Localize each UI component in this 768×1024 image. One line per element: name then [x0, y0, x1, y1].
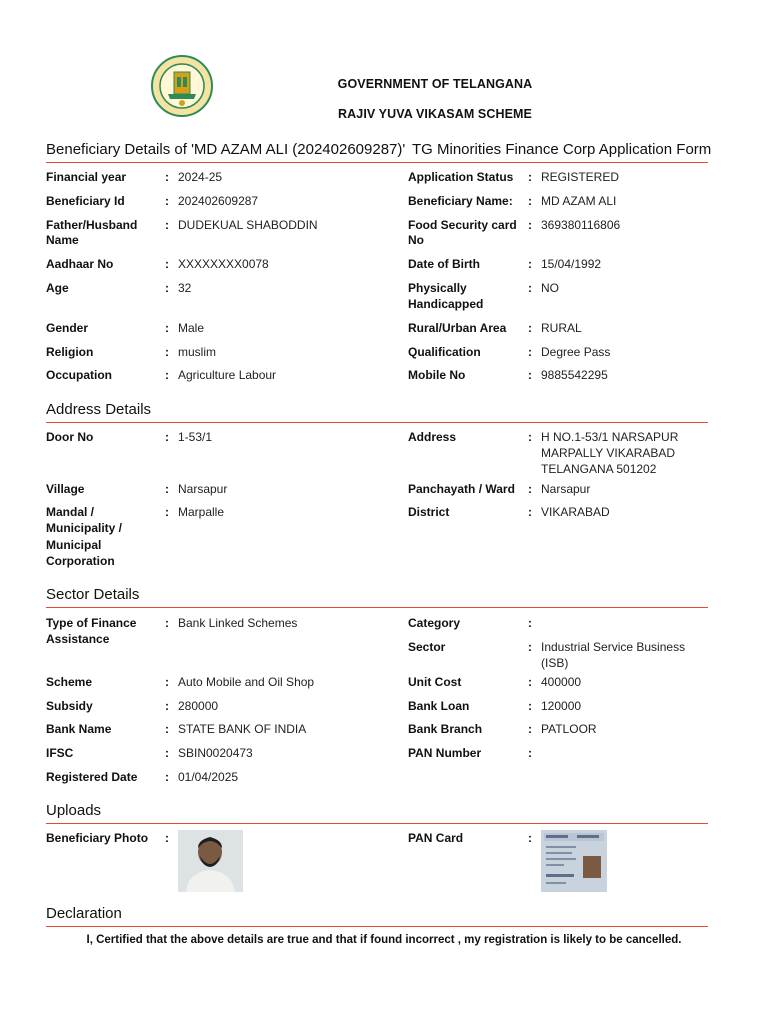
mandal-label-line1: Mandal / — [46, 505, 95, 519]
age-value: 32 — [178, 281, 192, 295]
photo-label: Beneficiary Photo — [46, 831, 149, 845]
mandal-value: Marpalle — [178, 505, 225, 519]
colon: : — [528, 640, 532, 654]
address-line3: TELANGANA 501202 — [541, 462, 657, 476]
mobile-value: 9885542295 — [541, 368, 608, 382]
bank-name-value: STATE BANK OF INDIA — [178, 722, 307, 736]
bank-loan-value: 120000 — [541, 699, 582, 713]
scheme-label: Scheme — [46, 675, 93, 689]
colon: : — [165, 218, 169, 232]
qualification-value: Degree Pass — [541, 345, 611, 359]
subsidy-value: 280000 — [178, 699, 219, 713]
rural-urban-label: Rural/Urban Area — [408, 321, 507, 335]
mandal-label-line4: Corporation — [46, 554, 115, 568]
handicapped-label-line1: Physically — [408, 281, 467, 295]
sector-value-line2: (ISB) — [541, 656, 569, 670]
dob-label: Date of Birth — [408, 257, 480, 271]
dob-value: 15/04/1992 — [541, 257, 602, 271]
subsidy-label: Subsidy — [46, 699, 93, 713]
category-label: Category — [408, 616, 461, 630]
qualification-label: Qualification — [408, 345, 481, 359]
pan-number-label: PAN Number — [408, 746, 482, 760]
handicapped-value: NO — [541, 281, 559, 295]
aadhaar-label: Aadhaar No — [46, 257, 114, 271]
colon: : — [165, 746, 169, 760]
colon: : — [528, 482, 532, 496]
colon: : — [528, 257, 532, 271]
colon: : — [528, 281, 532, 295]
financial-year-label: Financial year — [46, 170, 127, 184]
colon: : — [528, 722, 532, 736]
door-no-label: Door No — [46, 430, 94, 444]
colon: : — [165, 368, 169, 382]
district-label: District — [408, 505, 450, 519]
bank-branch-value: PATLOOR — [541, 722, 597, 736]
father-husband-label-line1: Father/Husband — [46, 218, 138, 232]
colon: : — [165, 194, 169, 208]
sector-value-line1: Industrial Service Business — [541, 640, 686, 654]
colon: : — [528, 675, 532, 689]
declaration-text: I, Certified that the above details are true and that if found incorrect , my registration is likely to be cancelled. — [86, 934, 682, 946]
village-value: Narsapur — [178, 482, 228, 496]
beneficiary-name-value: MD AZAM ALI — [541, 194, 617, 208]
unit-cost-label: Unit Cost — [408, 675, 462, 689]
finance-type-label-line1: Type of Finance — [46, 616, 137, 630]
beneficiary-heading: Beneficiary Details of 'MD AZAM ALI (202402609287)' — [46, 141, 406, 158]
colon: : — [165, 281, 169, 295]
government-title: GOVERNMENT OF TELANGANA — [337, 77, 533, 91]
telangana-emblem-logo — [150, 55, 214, 117]
mobile-label: Mobile No — [408, 368, 466, 382]
panchayath-label: Panchayath / Ward — [408, 482, 515, 496]
colon: : — [165, 675, 169, 689]
beneficiary-name-label: Beneficiary Name: — [408, 194, 513, 208]
door-no-value: 1-53/1 — [178, 430, 213, 444]
beneficiary-photo — [178, 830, 243, 892]
scheme-title: RAJIV YUVA VIKASAM SCHEME — [338, 107, 532, 121]
colon: : — [528, 170, 532, 184]
registered-date-value: 01/04/2025 — [178, 770, 239, 784]
colon: : — [528, 505, 532, 519]
colon: : — [528, 699, 532, 713]
uploads-section-title: Uploads — [46, 802, 708, 824]
colon: : — [165, 257, 169, 271]
aadhaar-value: XXXXXXXX0078 — [178, 257, 269, 271]
application-status-label: Application Status — [408, 170, 514, 184]
colon: : — [165, 345, 169, 359]
pan-card-label: PAN Card — [408, 831, 464, 845]
address-section-title: Address Details — [46, 401, 708, 423]
father-husband-value: DUDEKUAL SHABODDIN — [178, 218, 318, 232]
handicapped-label-line2: Handicapped — [408, 297, 484, 311]
mandal-label-line3: Municipal — [46, 538, 102, 552]
gender-label: Gender — [46, 321, 89, 335]
colon: : — [165, 505, 169, 519]
colon: : — [528, 746, 532, 760]
religion-value: muslim — [178, 345, 216, 359]
registered-date-label: Registered Date — [46, 770, 138, 784]
colon: : — [165, 170, 169, 184]
sector-section-title: Sector Details — [46, 586, 708, 608]
colon: : — [528, 430, 532, 444]
finance-type-value: Bank Linked Schemes — [178, 616, 298, 630]
colon: : — [165, 722, 169, 736]
beneficiary-heading-row — [46, 141, 712, 163]
bank-loan-label: Bank Loan — [408, 699, 470, 713]
age-label: Age — [46, 281, 69, 295]
application-status-value: REGISTERED — [541, 170, 620, 184]
bank-name-label: Bank Name — [46, 722, 112, 736]
scheme-value: Auto Mobile and Oil Shop — [178, 675, 315, 689]
unit-cost-value: 400000 — [541, 675, 582, 689]
mandal-label-line2: Municipality / — [46, 521, 123, 535]
occupation-value: Agriculture Labour — [178, 368, 277, 382]
beneficiary-id-value: 202402609287 — [178, 194, 259, 208]
address-label: Address — [408, 430, 457, 444]
form-heading: TG Minorities Finance Corp Application Form — [412, 141, 712, 158]
address-line1: H NO.1-53/1 NARSAPUR — [541, 430, 679, 444]
food-security-value: 369380116806 — [541, 218, 621, 232]
ifsc-label: IFSC — [46, 746, 74, 760]
declaration-section-title: Declaration — [46, 905, 708, 927]
food-security-label-line1: Food Security card — [408, 218, 517, 232]
pan-card-image — [541, 830, 607, 892]
beneficiary-id-label: Beneficiary Id — [46, 194, 125, 208]
financial-year-value: 2024-25 — [178, 170, 223, 184]
colon: : — [165, 321, 169, 335]
colon: : — [528, 831, 532, 845]
occupation-label: Occupation — [46, 368, 113, 382]
father-husband-label-line2: Name — [46, 233, 79, 247]
sector-label: Sector — [408, 640, 446, 654]
colon: : — [165, 430, 169, 444]
colon: : — [528, 616, 532, 630]
colon: : — [165, 699, 169, 713]
bank-branch-label: Bank Branch — [408, 722, 483, 736]
rural-urban-value: RURAL — [541, 321, 582, 335]
finance-type-label-line2: Assistance — [46, 632, 110, 646]
colon: : — [528, 321, 532, 335]
colon: : — [528, 368, 532, 382]
colon: : — [165, 831, 169, 845]
colon: : — [528, 194, 532, 208]
address-line2: MARPALLY VIKARABAD — [541, 446, 676, 460]
colon: : — [528, 218, 532, 232]
colon: : — [165, 616, 169, 630]
ifsc-value: SBIN0020473 — [178, 746, 253, 760]
district-value: VIKARABAD — [541, 505, 610, 519]
village-label: Village — [46, 482, 85, 496]
colon: : — [528, 345, 532, 359]
colon: : — [165, 482, 169, 496]
panchayath-value: Narsapur — [541, 482, 591, 496]
colon: : — [165, 770, 169, 784]
religion-label: Religion — [46, 345, 94, 359]
gender-value: Male — [178, 321, 205, 335]
food-security-label-line2: No — [408, 233, 424, 247]
